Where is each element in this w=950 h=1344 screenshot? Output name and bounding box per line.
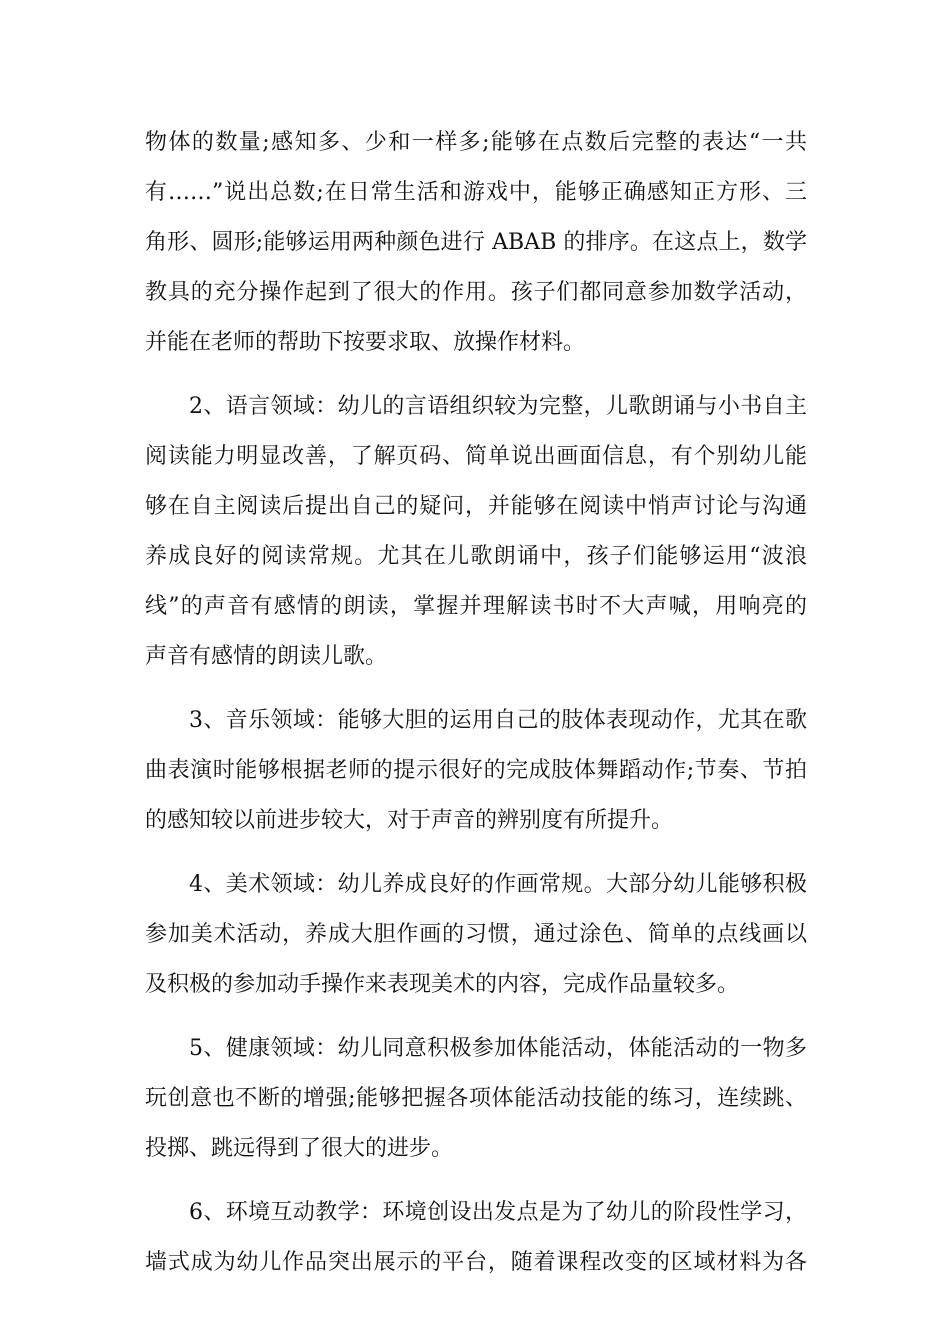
text-line: 物体的数量;感知多、少和一样多;能够在点数后完整的表达“一共 [145, 130, 807, 155]
paragraph-4-first-line: 4、美术领域：幼儿养成良好的作画常规。大部分幼儿能够积极 [189, 872, 807, 897]
text-line: 阅读能力明显改善，了解页码、简单说出画面信息，有个别幼儿能 [145, 444, 807, 469]
paragraph-6-first-line: 6、环境互动教学：环境创设出发点是为了幼儿的阶段性学习， [189, 1200, 807, 1225]
text-line: 声音有感情的朗读儿歌。 [145, 644, 388, 669]
paragraph-2-first-line: 2、语言领域：幼儿的言语组织较为完整，儿歌朗诵与小书自主 [189, 394, 807, 419]
text-line: 投掷、跳远得到了很大的进步。 [145, 1136, 454, 1161]
text-line: 及积极的参加动手操作来表现美术的内容，完成作品量较多。 [145, 972, 740, 997]
paragraph-3-first-line: 3、音乐领域：能够大胆的运用自己的肢体表现动作，尤其在歌 [189, 708, 807, 733]
text-line: 的感知较以前进步较大，对于声音的辨别度有所提升。 [145, 808, 674, 833]
text-line: 养成良好的阅读常规。尤其在儿歌朗诵中，孩子们能够运用“波浪 [145, 544, 807, 569]
text-line: 玩创意也不断的增强;能够把握各项体能活动技能的练习，连续跳、 [145, 1086, 807, 1111]
document-body [145, 131, 807, 1275]
text-line: 参加美术活动，养成大胆作画的习惯，通过涂色、简单的点线画以 [145, 922, 807, 947]
text-line: 够在自主阅读后提出自己的疑问，并能够在阅读中悄声讨论与沟通 [145, 494, 807, 519]
text-line: 角形、圆形;能够运用两种颜色进行 ABAB 的排序。在这点上，数学 [145, 230, 807, 255]
text-line: 并能在老师的帮助下按要求取、放操作材料。 [145, 330, 586, 355]
text-line: 教具的充分操作起到了很大的作用。孩子们都同意参加数学活动， [145, 280, 807, 305]
text-line: 有……”说出总数;在日常生活和游戏中，能够正确感知正方形、三 [145, 180, 807, 205]
text-line: 曲表演时能够根据老师的提示很好的完成肢体舞蹈动作;节奏、节拍 [145, 758, 807, 783]
text-line: 墙式成为幼儿作品突出展示的平台，随着课程改变的区域材料为各 [145, 1250, 807, 1275]
paragraph-5-first-line: 5、健康领域：幼儿同意积极参加体能活动，体能活动的一物多 [189, 1036, 807, 1061]
text-line: 线”的声音有感情的朗读，掌握并理解读书时不大声喊，用响亮的 [145, 594, 807, 619]
